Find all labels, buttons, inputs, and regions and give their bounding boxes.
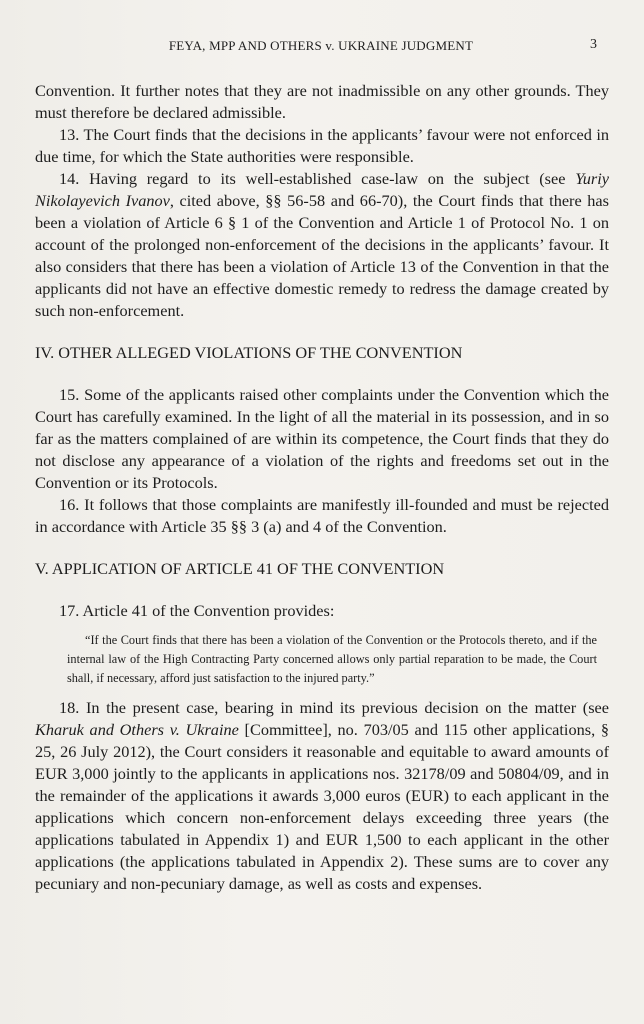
paragraph-15: 15. Some of the applicants raised other complaints under the Convention which the Court has carefully examined. In the light of all the material in its possession, and in so far as the matters complained of are within its competence, the Court finds that they do not disclose any appearance of a violation of the rights and freedoms set out in the Convention or its Protocols.	[35, 385, 609, 492]
paragraph-continuation: Convention. It further notes that they are not inadmissible on any other grounds. They must therefore be declared admissible.	[35, 81, 609, 122]
paragraph-14-text-start: 14. Having regard to its well-established case-law on the subject (see	[59, 169, 576, 188]
paragraph-16: 16. It follows that those complaints are manifestly ill-founded and must be rejected in accordance with Article 35 §§ 3 (a) and 4 of the Convention.	[35, 495, 609, 536]
document-body	[35, 80, 609, 895]
paragraph-18-text-end: [Committee], no. 703/05 and 115 other applications, § 25, 26 July 2012), the Court considers it reasonable and equitable to award amounts of EUR 3,000 jointly to the applicants in applications nos. 32178/09 and 50804/09, and in the remainder of the applications it awards 3,000 euros (EUR) to each applicant in the applications which concern non-enforcement delays exceeding three years (the applications tabulated in Appendix 1) and EUR 1,500 to each applicant in the other applications (the applications tabulated in Appendix 2). These sums are to cover any pecuniary and non-pecuniary damage, as well as costs and expenses.	[35, 720, 609, 893]
running-header-title: FEYA, MPP AND OTHERS v. UKRAINE JUDGMENT	[168, 38, 474, 53]
paragraph-14-text-end: , cited above, §§ 56-58 and 66-70), the Court finds that there has been a violation of Article 6 § 1 of the Convention and Article 1 of Protocol No. 1 on account of the prolonged non-enforcement of the decisions in the applicants’ favour. It also considers that there has been a violation of Article 13 of the Convention in that the applicants did not have an effective domestic remedy to redress the damage created by such non-enforcement.	[35, 191, 609, 320]
case-citation-ivanov: Yuriy Nikolayevich Ivanov	[35, 169, 609, 210]
paragraph-17: 17. Article 41 of the Convention provides:	[59, 601, 335, 620]
paragraph-18-text-start: 18. In the present case, bearing in mind its previous decision on the matter (see	[59, 698, 609, 717]
paragraph-18	[35, 697, 609, 895]
section-heading-v: V. APPLICATION OF ARTICLE 41 OF THE CONVENTION	[35, 559, 445, 578]
page-number: 3	[590, 37, 597, 52]
paragraph-13: 13. The Court finds that the decisions in the applicants’ favour were not enforced in due time, for which the State authorities were responsible.	[35, 125, 609, 166]
article-41-quote: “If the Court finds that there has been a violation of the Convention or the Protocols thereto, and if the internal law of the High Contracting Party concerned allows only partial reparation to be made, the Court shall, if necessary, afford just satisfaction to the injured party.”	[67, 633, 597, 685]
case-citation-kharuk: Kharuk and Others v. Ukraine	[35, 720, 239, 739]
section-heading-iv: IV. OTHER ALLEGED VIOLATIONS OF THE CONVENTION	[35, 343, 463, 362]
paragraph-14	[35, 168, 609, 322]
